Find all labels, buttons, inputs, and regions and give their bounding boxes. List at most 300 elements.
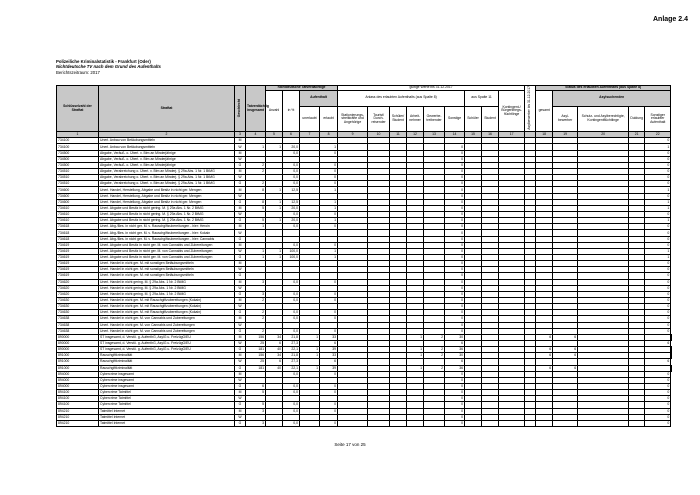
column-number: 15 xyxy=(465,132,482,138)
col-header-auth: erlaubt xyxy=(320,106,338,132)
value-cell: 0 xyxy=(445,304,465,310)
offence-cell: Abgabe, Verabreichung o. Überl. v. Btm an Minderj. § 29a Abs. 1 Nr. 1 BtMG xyxy=(99,181,235,187)
offence-cell: Unerl. Abg./Bes. in nicht ger. M. v. Rauschgiftzubereitungen - hier: Heroin xyxy=(99,224,235,230)
value-cell: 0 xyxy=(645,162,671,168)
page-footer: Seite 17 von 25 xyxy=(334,442,366,447)
value-cell: 0 xyxy=(320,169,338,175)
sex-cell: W xyxy=(235,396,246,402)
value-cell: 0 xyxy=(645,242,671,248)
value-cell xyxy=(536,420,553,426)
value-cell: 0 xyxy=(645,261,671,267)
value-cell: 0 xyxy=(445,169,465,175)
key-cell: 734618 xyxy=(57,236,99,242)
value-cell xyxy=(671,334,672,340)
sex-cell: G xyxy=(235,162,246,168)
value-cell: 0 xyxy=(445,328,465,334)
spacer-cell xyxy=(525,420,536,426)
value-cell xyxy=(407,420,424,426)
sex-cell: G xyxy=(235,365,246,371)
col-header-key: Schlüsselzahl der Straftat xyxy=(57,86,99,132)
value-cell: 0 xyxy=(445,236,465,242)
offence-cell: Unerl. Abgabe und Besitz in nicht gering. M. § 29a Abs. 1 Nr. 2 BtMG xyxy=(99,218,235,224)
value-cell xyxy=(671,353,672,359)
value-cell: 0 xyxy=(320,212,338,218)
value-cell: 0 xyxy=(445,175,465,181)
value-cell: 0 xyxy=(645,181,671,187)
value-cell: 2 xyxy=(424,353,445,359)
value-cell: 36 xyxy=(445,347,465,353)
key-cell: 894000 xyxy=(57,377,99,383)
key-cell: 894000 xyxy=(57,383,99,389)
offence-cell: Unerl. Anbau von Betäubungsmitteln xyxy=(99,144,235,150)
col-header-tolerated: Duldung xyxy=(629,106,645,132)
value-cell: 0 xyxy=(445,187,465,193)
key-cell: 734618 xyxy=(57,224,99,230)
value-cell: 0 xyxy=(320,279,338,285)
offence-cell: Unerl. Abgabe und Besitz in nicht gering. M. § 29a Abs. 1 Nr. 2 BtMG xyxy=(99,212,235,218)
column-number: 13 xyxy=(424,132,445,138)
value-cell: 0 xyxy=(645,304,671,310)
col-header-total: Tatverdächtig insgesamt xyxy=(246,86,266,132)
column-number: 14 xyxy=(445,132,465,138)
value-cell: 6 xyxy=(246,383,266,389)
key-cell: 734100 xyxy=(57,144,99,150)
value-cell: 0,0 xyxy=(283,390,300,396)
column-number: 2 xyxy=(99,132,235,138)
value-cell xyxy=(499,420,525,426)
value-cell: 181 xyxy=(246,365,266,371)
key-cell: 734619 xyxy=(57,261,99,267)
offence-cell: Unerl. Handel in nicht ger. M. mit Rauschgiftzubereitungen (Kokain) xyxy=(99,310,235,316)
value-cell: 40 xyxy=(266,347,283,353)
sex-cell: M xyxy=(235,169,246,175)
key-cell: 734610 xyxy=(57,212,99,218)
value-cell: 27,3 xyxy=(283,340,300,346)
col-header-protected: Schutz- und Asylberechtigte, Kontingentflüchtlinge xyxy=(578,106,629,132)
value-cell: 5 xyxy=(246,205,266,211)
value-cell: 0 xyxy=(445,255,465,261)
value-cell: 0 xyxy=(445,261,465,267)
value-cell: 34 xyxy=(266,353,283,359)
sex-cell: M xyxy=(235,150,246,156)
value-cell: 0 xyxy=(320,420,338,426)
value-cell: 2 xyxy=(246,310,266,316)
value-cell: 39 xyxy=(320,347,338,353)
table-body xyxy=(57,132,672,427)
value-cell: 0,0 xyxy=(283,162,300,168)
offence-cell: Rauschgiftkriminalität xyxy=(99,365,235,371)
annex-label: Anlage 2.4 xyxy=(652,16,688,23)
value-cell: 0 xyxy=(445,279,465,285)
value-cell: 2 xyxy=(246,181,266,187)
value-cell: 0 xyxy=(320,242,338,248)
column-number: 22 xyxy=(645,132,671,138)
value-cell xyxy=(300,420,320,426)
offence-cell: Unerl. Handel in nicht gering. M. § 29a Abs. 1 Nr. 2 BtMG xyxy=(99,285,235,291)
value-cell: 0 xyxy=(445,273,465,279)
value-cell: 0 xyxy=(645,150,671,156)
sex-cell: W xyxy=(235,230,246,236)
value-cell: 1 xyxy=(645,248,671,254)
offence-cell: Unerl. Handel in nicht gering. M. § 29a Abs. 1 Nr. 2 BtMG xyxy=(99,279,235,285)
offence-cell: Tatmittel Internet xyxy=(99,408,235,414)
value-cell: 33 xyxy=(320,334,338,340)
key-cell: 734600 xyxy=(57,193,99,199)
sex-cell: M xyxy=(235,371,246,377)
value-cell: 0 xyxy=(445,408,465,414)
key-cell: 734510 xyxy=(57,175,99,181)
value-cell: 0 xyxy=(320,175,338,181)
value-cell: 0 xyxy=(445,199,465,205)
key-cell: 734619 xyxy=(57,255,99,261)
column-number: 4 xyxy=(246,132,266,138)
offence-cell: Tatmittel Internet xyxy=(99,420,235,426)
col-header-stationed: Stationierungs- streitkräfte und Angehörige xyxy=(338,106,368,132)
column-number: 19 xyxy=(553,132,578,138)
column-number: 7 xyxy=(300,132,320,138)
key-cell: 734618 xyxy=(57,230,99,236)
value-cell xyxy=(368,420,390,426)
value-cell: 22,1 xyxy=(283,347,300,353)
value-cell: 0,0 xyxy=(283,291,300,297)
key-cell: 734619 xyxy=(57,242,99,248)
value-cell: 0 xyxy=(445,156,465,162)
value-cell: 0 xyxy=(445,212,465,218)
column-number: 1 xyxy=(57,132,99,138)
value-cell: 30 xyxy=(445,334,465,340)
sex-cell: W xyxy=(235,304,246,310)
key-cell: 734600 xyxy=(57,187,99,193)
value-cell: 0 xyxy=(445,420,465,426)
col-header-foreign: nichtdeutsche Tatverdächtige xyxy=(266,86,338,91)
value-cell: 12,5 xyxy=(283,187,300,193)
value-cell: 0 xyxy=(445,205,465,211)
value-cell: 1 xyxy=(320,187,338,193)
value-cell: 0 xyxy=(320,316,338,322)
value-cell: 0 xyxy=(445,285,465,291)
column-number: 5 xyxy=(266,132,283,138)
value-cell: 8 xyxy=(246,199,266,205)
value-cell: 1 xyxy=(266,248,283,254)
value-cell: 100,0 xyxy=(283,248,300,254)
value-cell xyxy=(266,420,283,426)
sex-cell: G xyxy=(235,236,246,242)
col-header-student: Schüler/ Student xyxy=(390,106,407,132)
value-cell: 0 xyxy=(445,383,465,389)
col-header-valid: gültige Werte bis 31.12.2017 xyxy=(338,86,525,91)
value-cell: 156 xyxy=(246,334,266,340)
offence-cell: Unerl. Handel, Herstellung, Abgabe und Besitz in nicht ger. Mengen xyxy=(99,193,235,199)
sex-cell: W xyxy=(235,359,246,365)
value-cell: 6 xyxy=(266,340,283,346)
value-cell xyxy=(338,420,368,426)
col-header-trader: Gewerbe- treibender xyxy=(424,106,445,132)
value-cell: 0 xyxy=(445,402,465,408)
value-cell: 0 xyxy=(445,297,465,303)
offence-cell: Unerl. Anbau von Betäubungsmitteln xyxy=(99,138,235,144)
column-number: 17 xyxy=(499,132,525,138)
value-cell: 1 xyxy=(320,205,338,211)
value-cell: 36 xyxy=(445,365,465,371)
value-cell xyxy=(671,365,672,371)
value-cell: 6 xyxy=(536,365,553,371)
key-cell: 734630 xyxy=(57,297,99,303)
offence-cell: Unerl. Abgabe und Besitz in nicht gering. M. § 29a Abs. 1 Nr. 2 BtMG xyxy=(99,205,235,211)
col-header-total2: gesamt xyxy=(536,90,553,132)
value-cell: 0,0 xyxy=(283,383,300,389)
key-cell: 894210 xyxy=(57,414,99,420)
key-cell: 734600 xyxy=(57,199,99,205)
value-cell: 6 xyxy=(536,353,553,359)
sex-cell: G xyxy=(235,328,246,334)
key-cell: 734619 xyxy=(57,248,99,254)
key-cell: 894100 xyxy=(57,402,99,408)
key-cell: 894000 xyxy=(57,371,99,377)
key-cell: 894100 xyxy=(57,396,99,402)
value-cell: 0,0 xyxy=(283,420,300,426)
value-cell xyxy=(465,420,482,426)
value-cell: 21,8 xyxy=(283,353,300,359)
value-cell: 0,0 xyxy=(283,316,300,322)
value-cell: 0 xyxy=(320,297,338,303)
value-cell: 0,0 xyxy=(283,224,300,230)
value-cell: 20,0 xyxy=(283,144,300,150)
value-cell: 1 xyxy=(300,347,320,353)
col-header-unauth: unerlaubt xyxy=(300,106,320,132)
offence-cell: Unerl. Handel in nicht ger. M. mit sonstigen Betäubungsmitteln xyxy=(99,261,235,267)
col-header-pupil: Schüler xyxy=(465,106,482,132)
value-cell: 0 xyxy=(320,181,338,187)
col-header-offence: Straftat xyxy=(99,86,235,132)
value-cell: 0 xyxy=(645,230,671,236)
value-cell: 2 xyxy=(246,169,266,175)
offence-cell: Cybercrime Tatmittel xyxy=(99,402,235,408)
value-cell: 0 xyxy=(320,402,338,408)
column-number: 12 xyxy=(407,132,424,138)
offence-cell: Cybercrime Tatmittel xyxy=(99,390,235,396)
key-cell: 734638 xyxy=(57,316,99,322)
value-cell: 0 xyxy=(645,267,671,273)
col-header-count: Anzahl xyxy=(266,90,283,132)
value-cell: 1 xyxy=(645,144,671,150)
col-header-sex: Geschlecht xyxy=(235,86,246,132)
sex-cell: G xyxy=(235,383,246,389)
value-cell: 3 xyxy=(246,279,266,285)
sex-cell: W xyxy=(235,414,246,420)
value-cell: 6 xyxy=(266,359,283,365)
key-cell: 890000 xyxy=(57,347,99,353)
key-cell: 891000 xyxy=(57,359,99,365)
value-cell: 0 xyxy=(645,402,671,408)
offence-cell: Unerl. Handel in nicht gering. M. § 29a Abs. 1 Nr. 2 BtMG xyxy=(99,291,235,297)
value-cell: 1 xyxy=(300,334,320,340)
col-header-asylum-until: Asylbewerber bis 31.12.2017 xyxy=(525,86,536,132)
value-cell: 2 xyxy=(424,365,445,371)
col-header-other-auth: Sonstiger erlaubter Aufenthalt xyxy=(645,106,671,132)
offence-cell: ST insgesamt, d. Verstö. g. AufenthG, AsylG u. FreizügG/EU xyxy=(99,334,235,340)
sex-cell: W xyxy=(235,248,246,254)
value-cell: 0 xyxy=(445,316,465,322)
value-cell: 0,0 xyxy=(283,408,300,414)
col-header-employee: Arbeit- nehmer xyxy=(407,106,424,132)
column-number: 20 xyxy=(578,132,629,138)
key-cell: 734620 xyxy=(57,291,99,297)
value-cell: 1 xyxy=(266,218,283,224)
sex-cell: W xyxy=(235,193,246,199)
value-cell: 0 xyxy=(645,420,671,426)
offence-cell: Cybercrime insgesamt xyxy=(99,383,235,389)
value-cell: 25 xyxy=(246,340,266,346)
value-cell: 0 xyxy=(320,310,338,316)
col-header-from11: aus Spalte 11 xyxy=(465,90,499,106)
key-cell: 734610 xyxy=(57,218,99,224)
value-cell: 0,0 xyxy=(283,402,300,408)
key-cell: 734510 xyxy=(57,181,99,187)
value-cell: 0 xyxy=(645,175,671,181)
key-cell: 894210 xyxy=(57,420,99,426)
offence-cell: Unerl. Abg./Bes. in nicht ger. M. v. Rauschgiftzubereitungen - hier: Cannabis xyxy=(99,236,235,242)
value-cell xyxy=(390,420,407,426)
sex-cell: M xyxy=(235,408,246,414)
sex-cell: M xyxy=(235,334,246,340)
value-cell: 1 xyxy=(246,144,266,150)
value-cell: 0 xyxy=(445,162,465,168)
value-cell: 0 xyxy=(645,377,671,383)
value-cell: 34 xyxy=(266,334,283,340)
sex-cell: G xyxy=(235,255,246,261)
report-header xyxy=(56,59,161,75)
value-cell: 20,0 xyxy=(283,205,300,211)
value-cell: 2 xyxy=(246,297,266,303)
value-cell: 40 xyxy=(266,365,283,371)
value-cell: 6 xyxy=(645,359,671,365)
sex-cell: M xyxy=(235,316,246,322)
offence-cell: Unerl. Handel in nicht ger. M. mit Rauschgiftzubereitungen (Kokain) xyxy=(99,297,235,303)
sex-cell: M xyxy=(235,390,246,396)
value-cell: 1 xyxy=(645,255,671,261)
sex-cell: W xyxy=(235,285,246,291)
sex-cell: G xyxy=(235,291,246,297)
sex-cell: G xyxy=(235,347,246,353)
value-cell: 2 xyxy=(246,316,266,322)
sex-cell: G xyxy=(235,199,246,205)
value-cell: 6 xyxy=(320,340,338,346)
value-cell: 1 xyxy=(407,347,424,353)
key-cell: 734620 xyxy=(57,279,99,285)
key-cell: 894210 xyxy=(57,408,99,414)
value-cell: 1 xyxy=(266,144,283,150)
value-cell: 0 xyxy=(445,377,465,383)
value-cell: 0 xyxy=(320,371,338,377)
offence-cell: ST insgesamt, d. Verstö. g. AufenthG, AsylG u. FreizügG/EU xyxy=(99,347,235,353)
value-cell: 1 xyxy=(645,218,671,224)
column-number: 10 xyxy=(368,132,390,138)
sex-cell: G xyxy=(235,181,246,187)
value-cell: 1 xyxy=(266,199,283,205)
key-cell: 890000 xyxy=(57,334,99,340)
value-cell: 1 xyxy=(320,199,338,205)
offence-cell: Unerl. Abgabe und Besitz in nicht ger. M. von Cannabis und Zubereitungen xyxy=(99,242,235,248)
value-cell: 0 xyxy=(445,218,465,224)
value-cell: 0 xyxy=(445,230,465,236)
value-cell: 0 xyxy=(320,328,338,334)
value-cell: 0,0 xyxy=(283,279,300,285)
value-cell: 33 xyxy=(320,353,338,359)
sex-cell: M xyxy=(235,297,246,303)
offence-cell: Unerl. Abgabe und Besitz in nicht ger. M. von Cannabis und Zubereitungen xyxy=(99,255,235,261)
value-cell: 1 xyxy=(645,187,671,193)
value-cell: 1 xyxy=(407,365,424,371)
value-cell: 12,5 xyxy=(283,199,300,205)
value-cell: 0 xyxy=(320,408,338,414)
value-cell: 25 xyxy=(246,359,266,365)
value-cell: 0 xyxy=(645,371,671,377)
value-cell xyxy=(578,420,629,426)
value-cell: 6 xyxy=(553,334,578,340)
value-cell: 6 xyxy=(536,347,553,353)
value-cell: 0 xyxy=(645,390,671,396)
offence-cell: Abgabe, Veräuß. o. Überl. v. Btm an Minderjährige xyxy=(99,156,235,162)
value-cell: 0,0 xyxy=(283,242,300,248)
value-cell: 0 xyxy=(445,310,465,316)
value-cell: 0 xyxy=(645,193,671,199)
value-cell: 0,0 xyxy=(283,297,300,303)
value-cell: 0,0 xyxy=(283,310,300,316)
col-header-university: Student xyxy=(482,106,499,132)
value-cell: 1 xyxy=(407,334,424,340)
sex-cell: W xyxy=(235,377,246,383)
value-cell: 0 xyxy=(445,242,465,248)
offence-cell: Abgabe, Veräuß. o. Überl. v. Btm an Minderjährige xyxy=(99,150,235,156)
key-cell: 734638 xyxy=(57,328,99,334)
report-title: Polizeiliche Kriminalstatistik - Frankfurt (Oder) xyxy=(56,59,151,64)
value-cell: 6 xyxy=(645,340,671,346)
value-cell: 0 xyxy=(445,248,465,254)
offence-cell: Unerl. Abgabe und Besitz in nicht ger. M. von Cannabis und Zubereitungen xyxy=(99,248,235,254)
value-cell: 3 xyxy=(246,291,266,297)
key-cell: 894100 xyxy=(57,390,99,396)
value-cell: 0,0 xyxy=(283,169,300,175)
col-header-residence: Aufenthalt xyxy=(300,90,338,106)
table-head xyxy=(57,86,672,132)
value-cell: 5 xyxy=(246,402,266,408)
value-cell: 0 xyxy=(645,297,671,303)
value-cell: 0 xyxy=(320,383,338,389)
value-cell: 0 xyxy=(645,316,671,322)
column-number: 9 xyxy=(338,132,368,138)
sex-cell: W xyxy=(235,156,246,162)
value-cell: 1 xyxy=(320,255,338,261)
sex-cell: M xyxy=(235,353,246,359)
offence-cell: Unerl. Handel, Herstellung, Abgabe und Besitz in nicht ger. Mengen xyxy=(99,199,235,205)
key-cell: 734630 xyxy=(57,310,99,316)
value-cell: 1 xyxy=(320,248,338,254)
offence-cell: Unerl. Handel, Herstellung, Abgabe und Besitz in nicht ger. Mengen xyxy=(99,187,235,193)
value-cell: 22,1 xyxy=(283,365,300,371)
col-header-reason: Anlass des erlaubten Aufenthalts (aus Spalte 8) xyxy=(338,90,465,106)
sex-cell: M xyxy=(235,224,246,230)
offence-cell: Cybercrime insgesamt xyxy=(99,371,235,377)
sex-cell: M xyxy=(235,138,246,144)
sex-cell: G xyxy=(235,420,246,426)
offence-cell: Unerl. Handel in nicht ger. M. von Cannabis und Zubereitungen xyxy=(99,322,235,328)
key-cell: 890000 xyxy=(57,340,99,346)
value-cell: 0 xyxy=(645,414,671,420)
value-cell: 0 xyxy=(645,224,671,230)
value-cell: 6 xyxy=(445,340,465,346)
value-cell: 0 xyxy=(645,291,671,297)
sex-cell: W xyxy=(235,212,246,218)
